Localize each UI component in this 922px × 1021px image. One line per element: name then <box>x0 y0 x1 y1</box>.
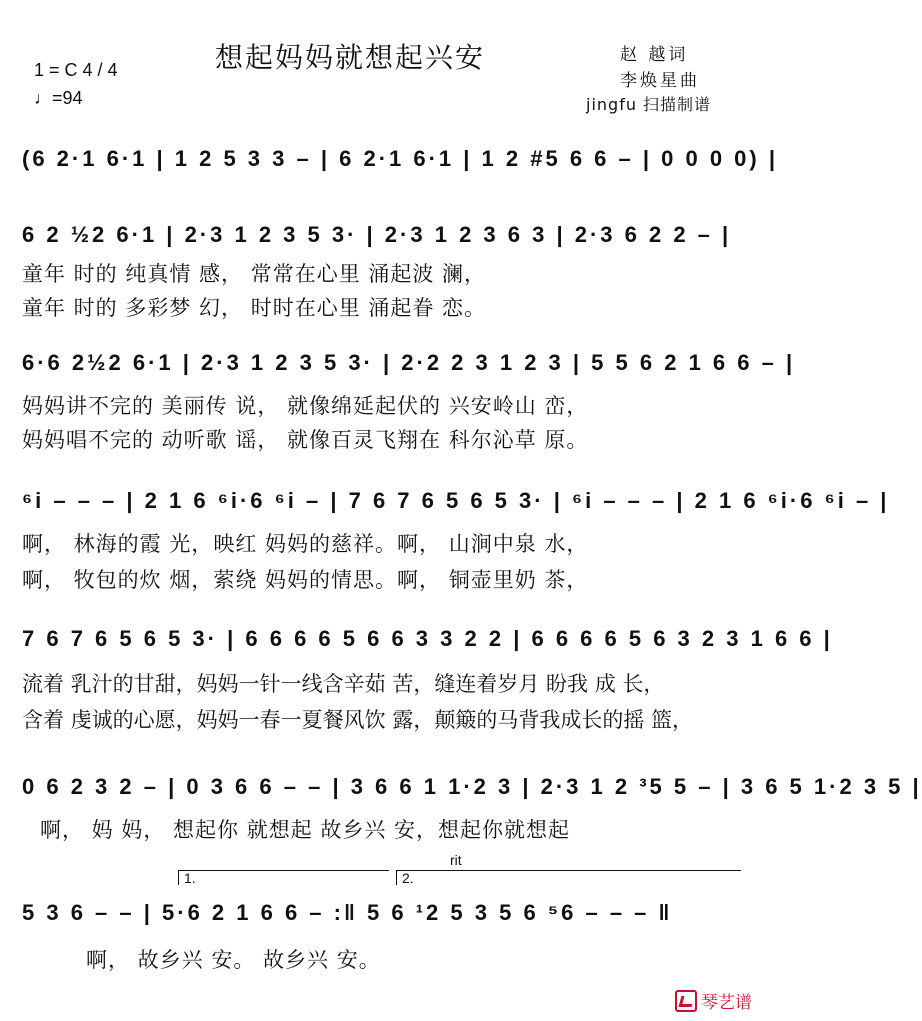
key-signature: 1 = C 4 / 4 <box>34 60 118 80</box>
lyric-row-5a: 流着 乳汁的甘甜，妈妈一针一线含辛茹 苦，缝连着岁月 盼我 成 长， <box>22 672 665 696</box>
lyric-row-5b: 含着 虔诚的心愿，妈妈一春一夏餐风饮 露，颠簸的马背我成长的摇 篮， <box>22 708 694 732</box>
lyric-row-4b: 啊， 牧包的炊 烟，萦绕 妈妈的情思。啊， 铜壶里奶 茶， <box>22 568 589 592</box>
composer-credit: 李焕星曲 <box>620 71 700 91</box>
lyric-row-7a: 啊， 故乡兴 安。 故乡兴 安。 <box>86 948 381 972</box>
music-row-5: 7 6 7 6 5 6 5 3· | 6 6 6 6 5 6 6 3 3 2 2 | 6 6 6 6 5 6 3 2 3 1 6 6 | <box>22 626 833 651</box>
ritardando-marking: rit <box>450 852 462 868</box>
tempo-marking: ♩=94 <box>34 88 83 108</box>
lyric-row-6a: 啊， 妈 妈， 想起你 就想起 故乡兴 安，想起你就想起 <box>40 818 571 842</box>
music-row-4: ⁶i – – – | 2 1 6 ⁶i·6 ⁶i – | 7 6 7 6 5 6 5 3· | ⁶i – – – | 2 1 6 ⁶i·6 ⁶i – | <box>22 488 890 513</box>
logo-icon <box>675 990 697 1012</box>
scanner-credit: jingfu 扫描制谱 <box>586 95 712 114</box>
lyric-row-2b: 童年 时的 多彩梦 幻， 时时在心里 涌起眷 恋。 <box>22 296 487 320</box>
music-row-1: (6 2·1 6·1 | 1 2 5 3 3 – | 6 2·1 6·1 | 1 2 #5 6 6 – | 0 0 0 0) | <box>22 146 779 171</box>
volta-1-label: 1. <box>184 870 196 886</box>
lyric-row-4a: 啊， 林海的霞 光，映红 妈妈的慈祥。啊， 山涧中泉 水， <box>22 532 589 556</box>
music-row-3: 6·6 2½2 6·1 | 2·3 1 2 3 5 3· | 2·2 2 3 1 2 3 | 5 5 6 2 1 6 6 – | <box>22 350 796 375</box>
music-row-2: 6 2 ½2 6·1 | 2·3 1 2 3 5 3· | 2·3 1 2 3 6 3 | 2·3 6 2 2 – | <box>22 222 732 247</box>
music-row-6: 0 6 2 3 2 – | 0 3 6 6 – – | 3 6 6 1 1·2 3 | 2·3 1 2 ³5 5 – | 3 6 5 1·2 3 5 | <box>22 774 922 799</box>
lyric-row-3a: 妈妈讲不完的 美丽传 说， 就像绵延起伏的 兴安岭山 峦， <box>22 394 589 418</box>
logo-text: 琴艺谱 <box>701 993 752 1013</box>
page-title: 想起妈妈就想起兴安 <box>215 41 486 74</box>
volta-bracket-2 <box>396 870 741 885</box>
music-row-7: 5 3 6 – – | 5·6 2 1 6 6 – :‖ 5 6 ¹2 5 3 5 6 ⁵6 – – – ‖ <box>22 900 673 925</box>
lyric-row-2a: 童年 时的 纯真情 感， 常常在心里 涌起波 澜， <box>22 262 487 286</box>
watermark-logo <box>675 988 752 1013</box>
lyric-row-3b: 妈妈唱不完的 动听歌 谣， 就像百灵飞翔在 科尔沁草 原。 <box>22 428 589 452</box>
lyricist-credit: 赵 越词 <box>620 45 689 65</box>
volta-bracket-1 <box>178 870 389 885</box>
volta-2-label: 2. <box>402 870 414 886</box>
